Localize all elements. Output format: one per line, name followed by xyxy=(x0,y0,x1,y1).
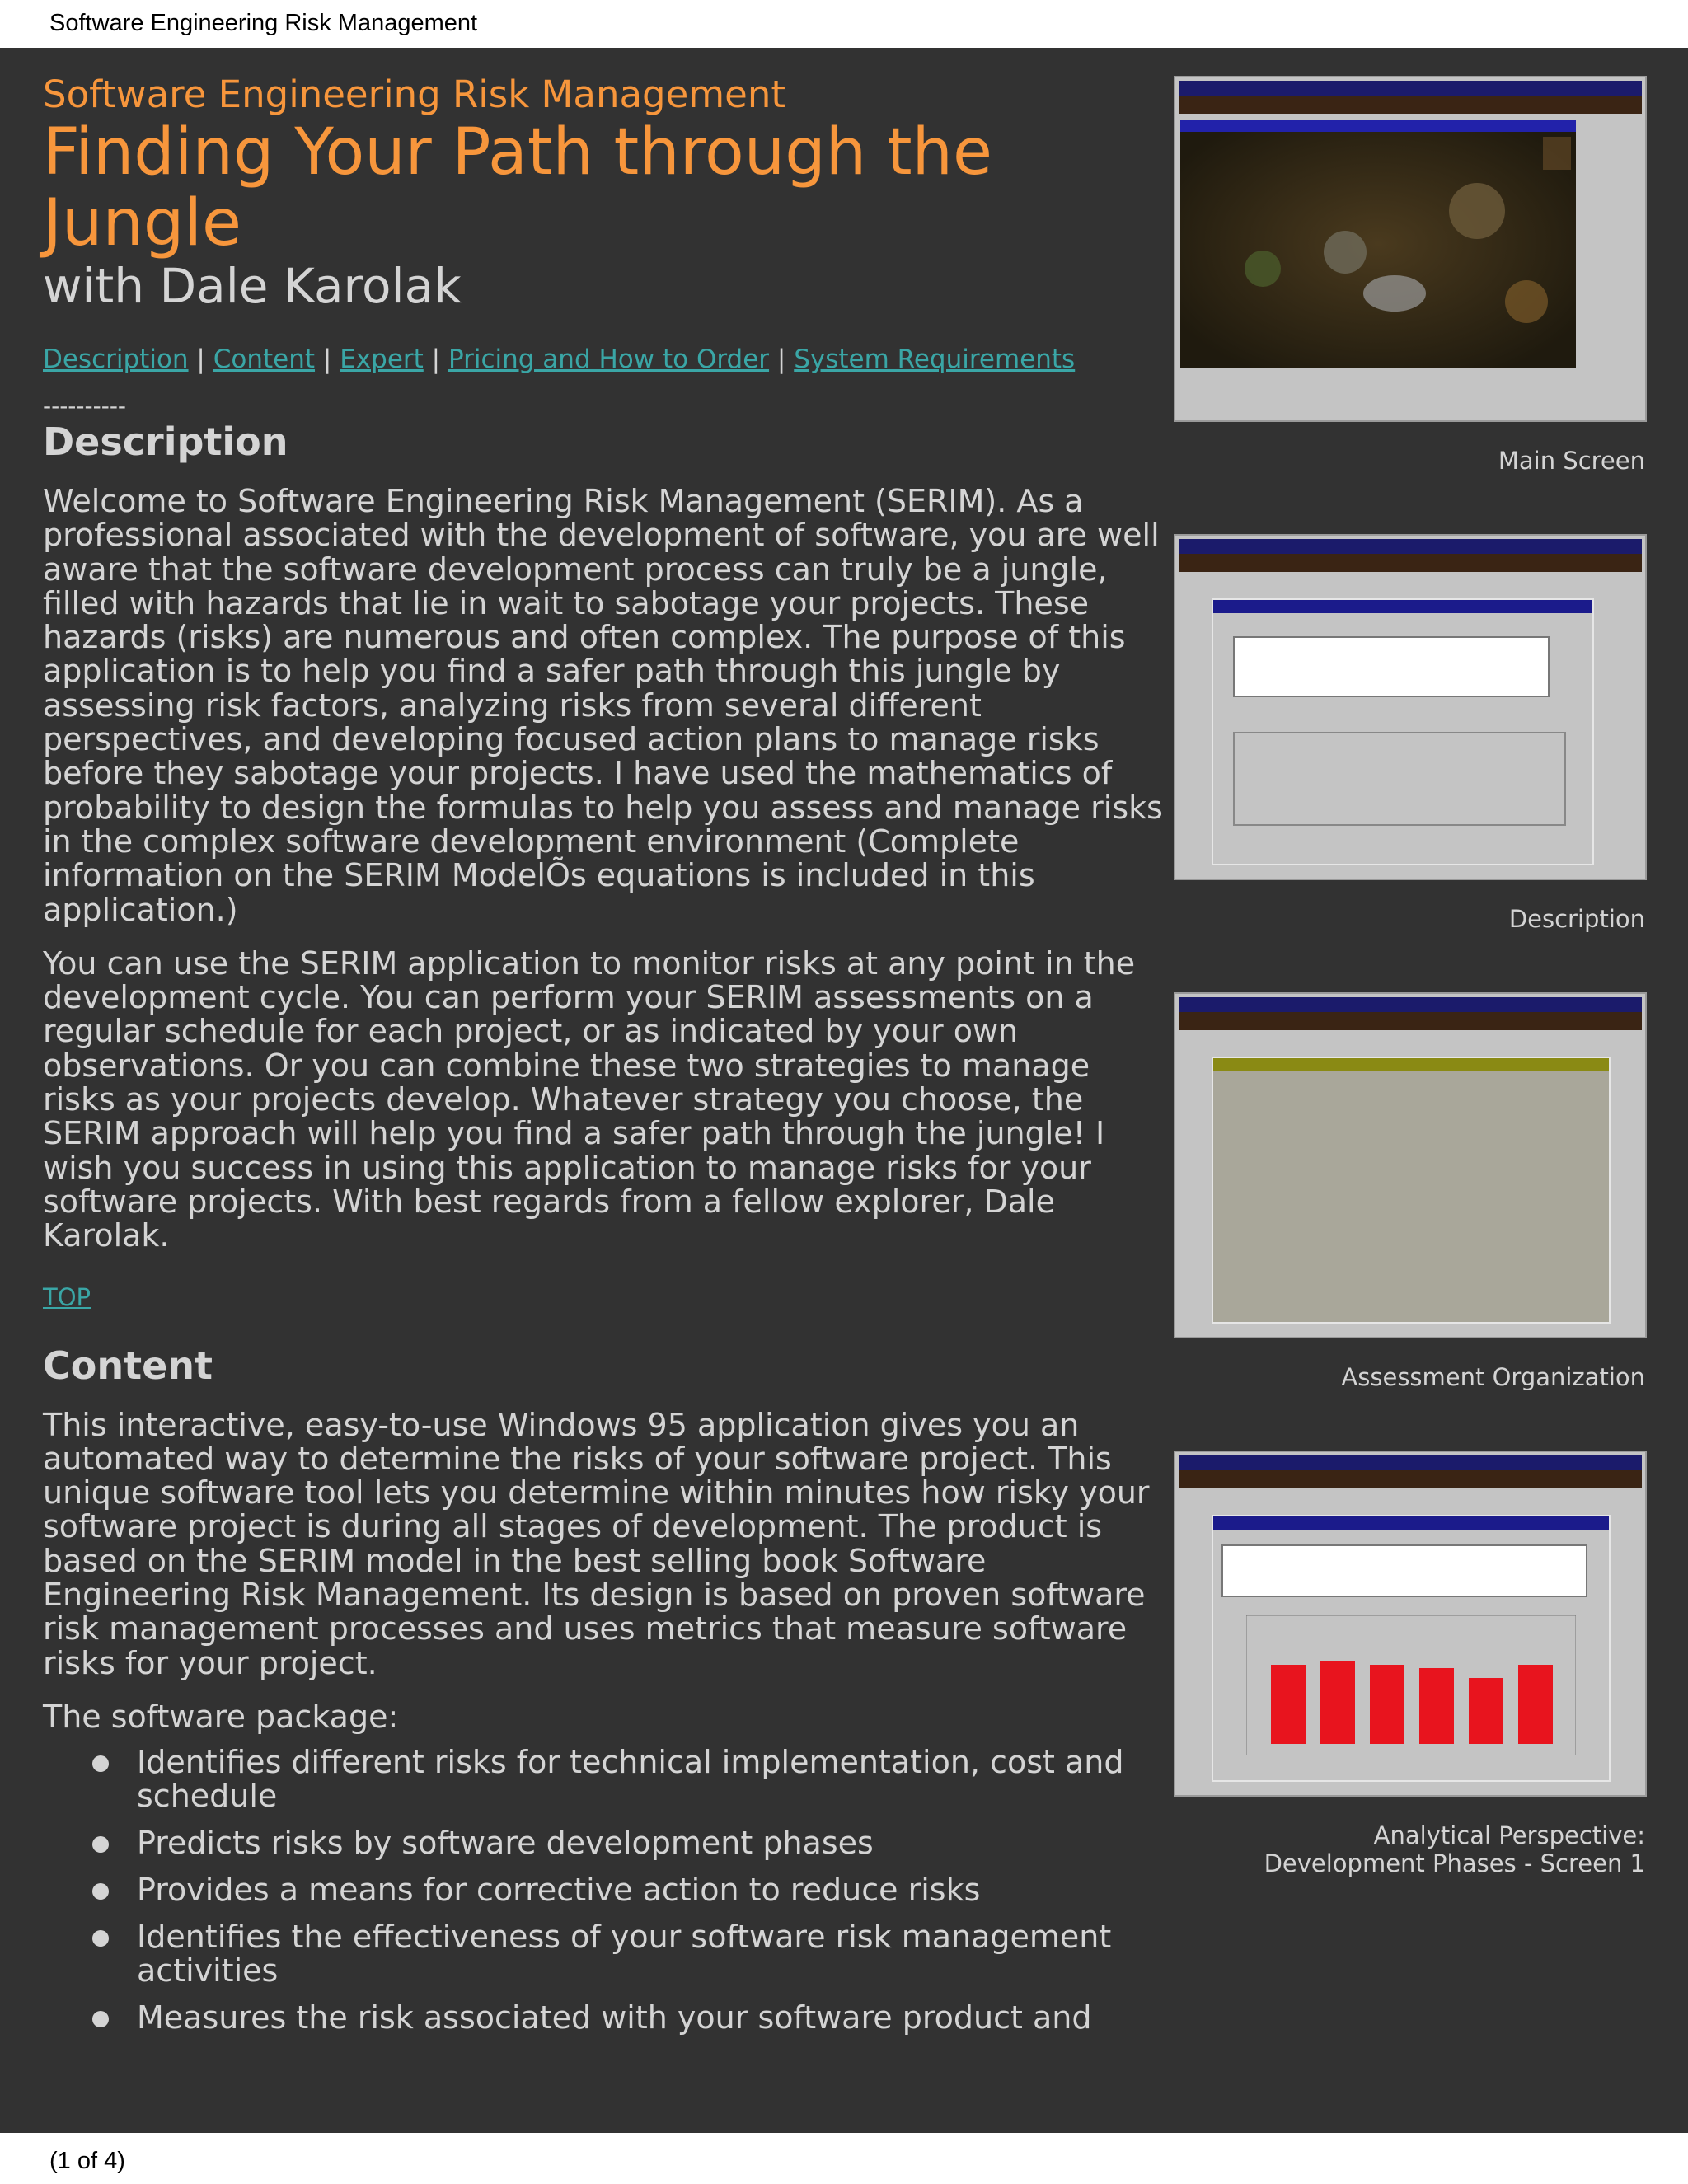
thumb-title-bar xyxy=(1179,81,1642,96)
list-intro: The software package: xyxy=(43,1698,399,1735)
caption-line: Development Phases - Screen 1 xyxy=(1264,1849,1645,1877)
nav-separator: | xyxy=(776,344,786,374)
screenshot-caption: Description xyxy=(1508,905,1645,933)
thumb-dialog-title-bar xyxy=(1213,1058,1609,1071)
thumb-dialog xyxy=(1212,598,1594,865)
description-thumbnail[interactable] xyxy=(1174,534,1647,880)
analytical-perspective-thumbnail[interactable] xyxy=(1174,1451,1647,1797)
thumb-title-bar xyxy=(1179,1455,1642,1470)
thumb-bar xyxy=(1370,1665,1404,1744)
divider: ---------- xyxy=(43,392,127,419)
list-item: Identifies the effectiveness of your software risk management activities xyxy=(92,1920,1164,1988)
thumb-bar xyxy=(1469,1678,1503,1744)
nav-separator: | xyxy=(196,344,205,374)
content-paragraph: This interactive, easy-to-use Windows 95 application gives you an automated way to determine the risks of your software project. This unique software tool lets you determine within minutes how risky your software project is during all stages of development. The product is based on the SERIM model in the best selling book Software Engineering Risk Management. Its design is based on proven software risk management processes and uses metrics that measure software risks for your project. xyxy=(43,1406,1150,1681)
thumb-bar xyxy=(1518,1665,1553,1744)
page-counter: (1 of 4) xyxy=(49,2148,125,2174)
description-heading: Description xyxy=(43,419,288,464)
caption-line: Analytical Perspective: xyxy=(1373,1821,1645,1849)
browser-title: Software Engineering Risk Management xyxy=(49,10,478,36)
thumb-options-panel xyxy=(1233,732,1566,826)
main-screen-thumbnail[interactable] xyxy=(1174,76,1647,422)
thumb-bar xyxy=(1320,1661,1355,1744)
thumb-bar xyxy=(1271,1665,1306,1744)
thumb-menu-bar xyxy=(1179,96,1642,114)
page-body xyxy=(0,48,1688,2133)
page-title: Finding Your Path through the Jungle xyxy=(43,115,992,260)
nav-separator: | xyxy=(322,344,332,374)
assessment-organization-thumbnail[interactable] xyxy=(1174,992,1647,1338)
thumb-menu-bar xyxy=(1179,554,1642,572)
section-nav xyxy=(43,343,1164,376)
thumb-dialog-title-bar xyxy=(1213,1516,1609,1530)
thumb-title-bar xyxy=(1179,539,1642,554)
list-item: Identifies different risks for technical implementation, cost and schedule xyxy=(92,1746,1164,1813)
description-paragraph: You can use the SERIM application to monitor risks at any point in the development cycle. You can perform your SERIM assessments on a regular schedule for each project, or as indicated by your own observations. Or you can combine these two strategies to manage risks as your projects develop. Whatever strategy you choose, the SERIM approach will help you find a safer path through the jungle! I wish you success in using this application to manage risks for your software projects. With best regards from a fellow explorer, Dale Karolak. xyxy=(43,944,1136,1254)
nav-link-pricing[interactable]: Pricing and How to Order xyxy=(448,344,770,374)
main-column xyxy=(43,73,1164,2048)
nav-link-description[interactable]: Description xyxy=(43,344,189,374)
thumb-menu-bar xyxy=(1179,1470,1642,1488)
feature-list xyxy=(43,1746,1164,2035)
page-byline: with Dale Karolak xyxy=(43,258,462,314)
top-link[interactable]: TOP xyxy=(43,1282,91,1311)
thumb-bar-chart xyxy=(1246,1615,1576,1755)
nav-link-expert[interactable]: Expert xyxy=(340,344,424,374)
screenshot-caption: Assessment Organization xyxy=(1341,1363,1645,1391)
page-kicker: Software Engineering Risk Management xyxy=(43,73,785,116)
thumb-bar xyxy=(1419,1668,1454,1744)
jungle-illustration xyxy=(1180,120,1576,368)
thumb-dialog xyxy=(1212,1057,1611,1324)
list-item: Measures the risk associated with your software product and xyxy=(92,2001,1164,2035)
screenshot-caption: Main Screen xyxy=(1498,447,1645,475)
thumb-title-bar xyxy=(1179,997,1642,1012)
thumb-dialog-title-bar xyxy=(1213,600,1592,613)
thumb-menu-bar xyxy=(1179,1012,1642,1030)
description-paragraph: Welcome to Software Engineering Risk Management (SERIM). As a professional associated with the development of software, you are well aware that the software development process can truly be a jungle, filled with hazards that lie in wait to sabotage your projects. These hazards (risks) are numerous and often complex. The purpose of this application is to help you find a safer path through this jungle by assessing risk factors, analyzing risks from several different perspectives, and developing focused action plans to manage risks before they sabotage your projects. I have used the mathematics of probability to design the formulas to help you assess and manage risks in the complex software development environment (Complete information on the SERIM ModelÕs equations is included in this application.) xyxy=(43,483,1163,928)
screenshot-caption xyxy=(1172,1821,1645,1877)
nav-separator: | xyxy=(431,344,441,374)
nav-link-content[interactable]: Content xyxy=(213,344,316,374)
list-item: Predicts risks by software development phases xyxy=(92,1826,1164,1860)
thumb-dialog xyxy=(1212,1515,1611,1782)
thumb-list-box xyxy=(1221,1544,1587,1597)
list-item: Provides a means for corrective action to reduce risks xyxy=(92,1873,1164,1907)
nav-link-system-requirements[interactable]: System Requirements xyxy=(794,344,1076,374)
content-heading: Content xyxy=(43,1343,213,1388)
thumb-text-box xyxy=(1233,636,1550,697)
